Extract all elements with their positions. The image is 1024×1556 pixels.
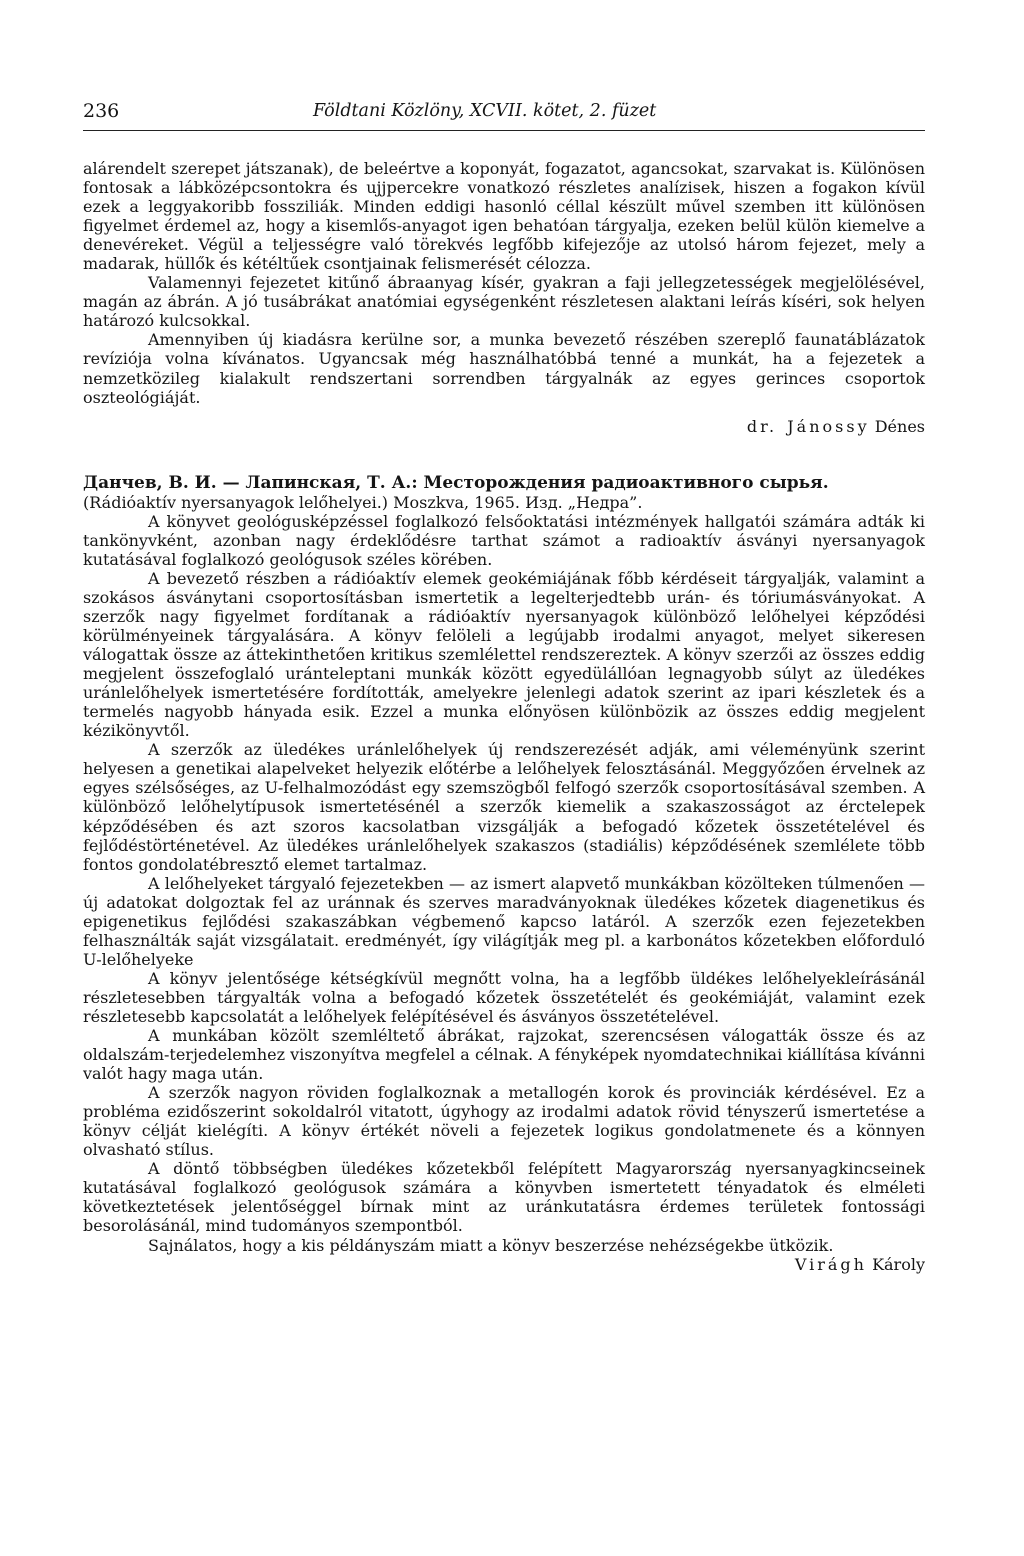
running-header	[83, 98, 925, 131]
book-reference-title: Данчев, В. И. — Лапинская, Т. А.: Месторождения радиоактивного сырья.	[83, 472, 829, 493]
paragraph: Valamennyi fejezetet kitűnő ábraanyag kísér, gyakran a faji jellegzetességek megjelölésével, magán az ábrán. A jó tusábrákat anatómiai egységenként részletesen alaktani leírás kíséri, sok helyen határozó kulcsokkal.	[83, 273, 925, 331]
paragraph: A szerzők nagyon röviden foglalkoznak a metallogén korok és provinciák kérdésével. Ez a probléma ezidőszerint sokoldalról vitatott, úgyhogy az irodalmi adatok rövid tényszerű ismertetése a könyv célját kielégíti. A könyv értékét növeli a fejezetek logikus gondolatmenete és a könnyen olvasható stílus.	[83, 1083, 925, 1160]
signature-given-name: Dénes	[874, 416, 925, 436]
page	[83, 98, 925, 1274]
paragraph: alárendelt szerepet játszanak), de beleértve a koponyát, fogazatot, agancsokat, szarvakat is. Különösen fontosak a lábközépcsontokra és ujjpercekre vonatkozó részletes analízisek, hiszen a fogakon kívül ezek a leggyakoribb fossziliák. Minden eddigi hasonló céllal készült művel szemben itt különösen figyelmet érdemel az, hogy a kisemlős-anyagot igen behatóan tárgyalja, ezeken belül külön kiemelve a denevéreket. Végül a teljességre való törekvés legfőbb kifejezője az utolsó három fejezet, mely a madarak, hüllők és kétéltűek csontjainak felismerését célozza.	[83, 159, 925, 274]
book-reference-translation: (Rádióaktív nyersanyagok lelőhelyei.) Moszkva, 1965. Изд. „Недра”.	[83, 492, 643, 512]
signature-given-name: Károly	[872, 1254, 925, 1274]
paragraph: Sajnálatos, hogy a kis példányszám miatt a könyv beszerzése nehézségekbe ütközik.	[148, 1235, 834, 1255]
reviewer-signature	[83, 1255, 925, 1274]
page-number: 236	[83, 100, 120, 122]
paragraph: A könyv jelentősége kétségkívül megnőtt volna, ha a legfőbb üldékes lelőhelyekleírásánál részletesebben tárgyalták volna a befogadó kőzetek összetételét és geokémiáját, valamint ezek részletesebb kapcsolatát a lelőhelyek felépítésével és ásványos összetételével.	[83, 968, 925, 1026]
paragraph: A munkában közölt szemléltető ábrákat, rajzokat, szerencsésen válogatták össze és az oldalszám-terjedelemhez viszonyítva megfelel a célnak. A fényképek nyomdatechnikai kiállítása kívánni valót hagy maga után.	[83, 1026, 925, 1084]
paragraph: A szerzők az üledékes uránlelőhelyek új rendszerezését adják, ami véleményünk szerint helyesen a genetikai alapelveket helyezik előtérbe a lelőhelyek felosztásánál. Meggyőzően érvelnek az egyes szélsőséges, az U-felhalmozódást egy szemszögből felfogó szerzők csoportosításával szemben. A különböző lelőhelytípusok ismertetésénél a szerzők kiemelik a szakaszosságot az érctelepek képződésében és azt szoros kacsolatban vizsgálják a befogadó kőzetek összetételével és fejlődéstörténetével. Az üledékes uránlelőhelyek szakaszos (stadiális) képződésének szemlélete több fontos gondolatébresztő elemet tartalmaz.	[83, 740, 925, 874]
paragraph: A döntő többségben üledékes kőzetekből felépített Magyarország nyersanyagkincseinek kutatásával foglalkozó geológusok számára a könyvben ismertetett tényadatok és elméleti következtetések jelentőséggel bírnak mint az uránkutatásra érdemes területek fontossági besorolásánál, mind tudományos szempontból.	[83, 1159, 925, 1236]
reviewer-signature	[83, 417, 925, 436]
signature-surname: Virágh	[794, 1254, 867, 1274]
signature-prefix: dr.	[746, 416, 778, 436]
section-gap	[83, 436, 925, 474]
page-content	[83, 159, 925, 1274]
paragraph: A lelőhelyeket tárgyaló fejezetekben — az ismert alapvető munkákban közölteken túlmenően — új adatokat dolgoztak fel az uránnak és szerves maradványoknak üledékes kőzetek diagenetikus és epigenetikus fejlődési szakaszábkan végbemenő kapcso latáról. A szerzők ezen fejezetekben felhasználták saját vizsgálatait. eredményét, így világítják meg pl. a karbonátos kőzetekben előforduló U-lelőhelyeke	[83, 873, 925, 969]
paragraph: Amennyiben új kiadásra kerülne sor, a munka bevezető részében szereplő faunatáblázatok revíziója volna kívánatos. Ugyancsak még használhatóbbá tenné a munkát, ha a fejezetek a nemzetközileg kialakult rendszertani sorrendben tárgyalnák az egyes gerinces csoportok oszteológiáját.	[83, 330, 925, 407]
journal-title: Földtani Közlöny, XCVII. kötet, 2. füzet	[313, 101, 657, 121]
signature-surname: Jánossy	[787, 416, 870, 436]
paragraph: A bevezető részben a rádióaktív elemek geokémiájának főbb kérdéseit tárgyalják, valamint a szokásos ásványtani csoportosításban ismertetik a legelterjedtebb urán- és tóriumásványokat. A szerzők nagy figyelmet fordítanak a rádióaktív nyersanyagok különböző lelőhelyei képződési körülményeinek tárgyalására. A könyv felöleli a legújabb irodalmi anyagot, melyet sikeresen válogattak össze az áttekinthetően kritikus szemlélettel rendszereztek. A könyv szerzői az összes eddig megjelent összefoglaló uránteleptani munkák között egyedülállóan legnagyobb súlyt az üledékes uránlelőhelyek ismertetésére fordították, amelyekre jelenlegi adatok szerint az ipari készletek és a termelés nagyobb hányada esik. Ezzel a munka előnyösen különbözik az összes eddig megjelent kézikönyvtől.	[83, 568, 925, 741]
paragraph: A könyvet geológusképzéssel foglalkozó felsőoktatási intézmények hallgatói számára adták ki tankönyvként, azonban nagy érdeklődésre tarthat számot a radioaktív ásványi nyersanyagok kutatásával foglalkozó geológusok széles körében.	[83, 511, 925, 569]
